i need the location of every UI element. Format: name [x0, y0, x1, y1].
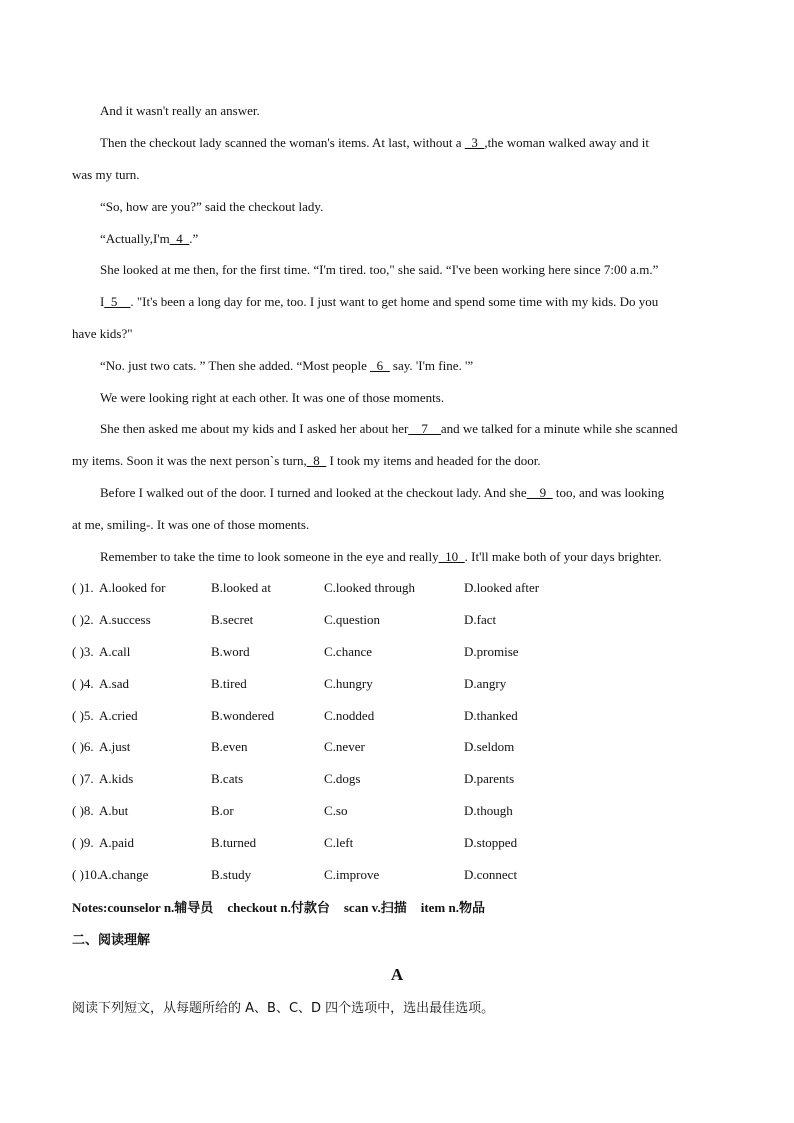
option-a: A.cried — [99, 708, 138, 723]
passage-text: Remember to take the time to look someone in the eye and really — [100, 549, 439, 564]
option-a: A.success — [99, 612, 151, 627]
option-a: A.call — [99, 644, 131, 659]
passage-text: She looked at me then, for the first time. “I'm tired. too," she said. “I've been working here since 7:00 a.m.” — [100, 262, 659, 277]
passage-text: my items. Soon it was the next person`s turn, — [72, 453, 307, 468]
option-b: B.looked at — [211, 580, 271, 595]
passage-line — [100, 230, 198, 248]
passage-text: I — [100, 294, 105, 309]
passage-line — [100, 261, 658, 279]
option-b: B.or — [211, 803, 234, 818]
blank-9: __9_ — [526, 485, 553, 500]
passage-line — [72, 452, 541, 470]
option-c: C.nodded — [324, 708, 375, 723]
option-a: A.but — [99, 803, 129, 818]
passage-line — [72, 516, 309, 534]
passage-text: was my turn. — [72, 167, 140, 182]
option-d: D.though — [464, 803, 513, 818]
option-d: D.stopped — [464, 835, 518, 850]
passage-text: “No. just two cats. ” Then she added. “Most people — [100, 358, 371, 373]
option-d: D.fact — [464, 612, 497, 627]
blank-7: __7__ — [408, 421, 441, 436]
passage-text: And it wasn't really an answer. — [100, 103, 260, 118]
option-a: A.kids — [99, 771, 134, 786]
note-item: Notes:counselor n.辅导员 — [72, 900, 214, 915]
question-number: ( )5. — [72, 708, 94, 723]
option-a: A.just — [99, 739, 131, 754]
option-d: D.looked after — [464, 580, 540, 595]
passage-text: too, and was looking — [552, 485, 665, 500]
section-title: 二、阅读理解 — [72, 933, 151, 948]
question-number: ( )2. — [72, 612, 94, 627]
option-b: B.study — [211, 867, 252, 882]
passage-text: . It'll make both of your days brighter. — [464, 549, 662, 564]
option-b: B.cats — [211, 771, 244, 786]
passage-text: at me, smiling-. It was one of those moments. — [72, 517, 310, 532]
option-c: C.dogs — [324, 771, 361, 786]
option-c: C.question — [324, 612, 380, 627]
passage-line — [100, 198, 323, 216]
instruction-text: 阅读下列短文，从每题所给的 A、B、C、D 四个选项中，选出最佳选项。 — [72, 1001, 495, 1016]
passage-text: ,the woman walked away and it — [484, 135, 649, 150]
passage-line — [100, 389, 444, 407]
blank-10: _10_ — [438, 549, 465, 564]
passage-line — [72, 325, 133, 343]
passage-line — [72, 166, 140, 184]
passage-line — [100, 293, 658, 311]
passage-text: We were looking right at each other. It was one of those moments. — [100, 390, 445, 405]
blank-5: _5__ — [104, 294, 131, 309]
passage-line — [100, 420, 678, 438]
passage-line — [100, 548, 662, 566]
note-item: item n.物品 — [420, 900, 485, 915]
question-number: ( )6. — [72, 739, 94, 754]
option-b: B.word — [211, 644, 250, 659]
passage-line — [100, 484, 664, 502]
option-c: C.improve — [324, 867, 380, 882]
blank-8: _8_ — [306, 453, 327, 468]
option-d: D.thanked — [464, 708, 518, 723]
passage-line — [100, 134, 649, 152]
question-number: ( )8. — [72, 803, 94, 818]
option-c: C.looked through — [324, 580, 415, 595]
option-d: D.seldom — [464, 739, 515, 754]
passage-heading: A — [390, 965, 404, 984]
option-c: C.never — [324, 739, 365, 754]
passage-text: “Actually,I'm — [100, 231, 170, 246]
option-b: B.secret — [211, 612, 254, 627]
question-number: ( )4. — [72, 676, 94, 691]
question-number: ( )7. — [72, 771, 94, 786]
option-a: A.looked for — [99, 580, 166, 595]
option-d: D.connect — [464, 867, 518, 882]
option-c: C.so — [324, 803, 348, 818]
passage-text: Before I walked out of the door. I turned and looked at the checkout lady. And she — [100, 485, 527, 500]
option-a: A.paid — [99, 835, 135, 850]
note-item: checkout n.付款台 — [227, 900, 330, 915]
note-item: scan v.扫描 — [343, 900, 407, 915]
passage-text: I took my items and headed for the door. — [326, 453, 541, 468]
passage-text: and we talked for a minute while she scanned — [440, 421, 678, 436]
option-d: D.promise — [464, 644, 519, 659]
passage-text: say. 'I'm fine. '” — [389, 358, 474, 373]
question-number: ( )1. — [72, 580, 94, 595]
question-number: ( )10. — [72, 867, 101, 882]
option-c: C.chance — [324, 644, 373, 659]
passage-text: Then the checkout lady scanned the woman's items. At last, without a — [100, 135, 465, 150]
option-d: D.parents — [464, 771, 515, 786]
passage-text: .” — [189, 231, 199, 246]
option-c: C.hungry — [324, 676, 373, 691]
vocabulary-notes — [72, 897, 499, 916]
option-a: A.change — [99, 867, 149, 882]
question-number: ( )9. — [72, 835, 94, 850]
passage-line — [100, 102, 260, 120]
option-d: D.angry — [464, 676, 507, 691]
blank-4: _4_ — [169, 231, 190, 246]
option-b: B.turned — [211, 835, 257, 850]
option-a: A.sad — [99, 676, 129, 691]
blank-6: _6_ — [370, 358, 390, 373]
passage-text: “So, how are you?” said the checkout lady. — [100, 199, 324, 214]
passage-line — [100, 357, 473, 375]
question-number: ( )3. — [72, 644, 94, 659]
option-c: C.left — [324, 835, 354, 850]
option-b: B.tired — [211, 676, 247, 691]
option-b: B.wondered — [211, 708, 275, 723]
option-b: B.even — [211, 739, 248, 754]
blank-3: _3_ — [464, 135, 485, 150]
passage-text: have kids?" — [72, 326, 133, 341]
passage-text: She then asked me about my kids and I asked her about her — [100, 421, 409, 436]
passage-text: . "It's been a long day for me, too. I just want to get home and spend some time with my kids. Do you — [130, 294, 659, 309]
